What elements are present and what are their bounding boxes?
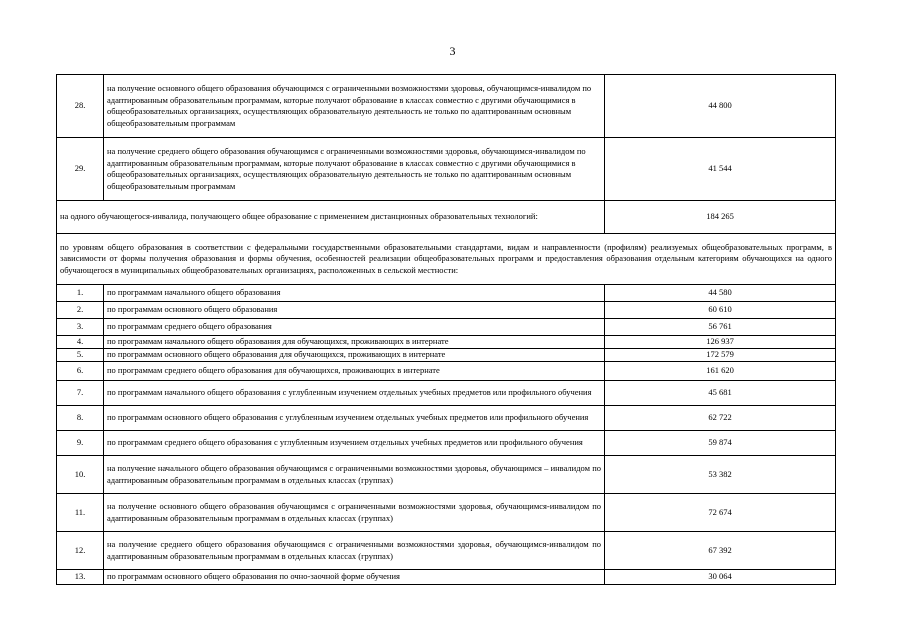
row-value: 41 544: [605, 138, 836, 201]
row-number: 3.: [57, 319, 104, 336]
row-number: 4.: [57, 336, 104, 349]
row-description: на получение основного общего образования обучающимся с ограниченными возможностями здоровья, обучающимся-инвалидом по адаптированным образовательным программам, которые получают образование в классах совместно с другими обучающимися в общеобразовательных организациях, осуществляющих образовательную деятельность не только по адаптированным основным общеобразовательным программам: [104, 75, 605, 138]
row-description: на одного обучающегося-инвалида, получающего общее образование с применением дистанционных образовательных технологий:: [57, 201, 605, 234]
table-row: [57, 456, 836, 494]
row-number: 11.: [57, 494, 104, 532]
table-row: [57, 431, 836, 456]
row-value: 44 580: [605, 285, 836, 302]
row-value: 30 064: [605, 570, 836, 585]
row-number: 2.: [57, 302, 104, 319]
table-row: [57, 302, 836, 319]
row-description: по программам основного общего образования по очно-заочной форме обучения: [104, 570, 605, 585]
table-row: [57, 494, 836, 532]
row-description: по программам основного общего образования для обучающихся, проживающих в интернате: [104, 349, 605, 362]
row-value: 172 579: [605, 349, 836, 362]
table-row-subtotal: [57, 201, 836, 234]
table-row: [57, 570, 836, 585]
row-number: 5.: [57, 349, 104, 362]
row-number: 7.: [57, 381, 104, 406]
row-value: 126 937: [605, 336, 836, 349]
row-value: 45 681: [605, 381, 836, 406]
row-value: 184 265: [605, 201, 836, 234]
row-value: 53 382: [605, 456, 836, 494]
row-number: 29.: [57, 138, 104, 201]
row-value: 59 874: [605, 431, 836, 456]
table-row: [57, 285, 836, 302]
row-description: по программам среднего общего образования с углубленным изучением отдельных учебных предметов или профильного обучения: [104, 431, 605, 456]
table-row: [57, 381, 836, 406]
row-number: 12.: [57, 532, 104, 570]
table-row: [57, 75, 836, 138]
row-number: 9.: [57, 431, 104, 456]
row-description: по программам начального общего образования с углубленным изучением отдельных учебных предметов или профильного обучения: [104, 381, 605, 406]
row-value: 62 722: [605, 406, 836, 431]
row-value: 72 674: [605, 494, 836, 532]
table-row: [57, 406, 836, 431]
table-row: [57, 362, 836, 381]
row-number: 6.: [57, 362, 104, 381]
row-description: на получение среднего общего образования обучающимся с ограниченными возможностями здоровья, обучающимся-инвалидом по адаптированным образовательным программам в отдельных классах (группах): [104, 532, 605, 570]
row-description: по программам основного общего образования: [104, 302, 605, 319]
row-number: 28.: [57, 75, 104, 138]
table-row: [57, 319, 836, 336]
row-description: по программам среднего общего образования: [104, 319, 605, 336]
row-value: 44 800: [605, 75, 836, 138]
table-row: [57, 138, 836, 201]
row-description: на получение среднего общего образования обучающимся с ограниченными возможностями здоровья, обучающимся-инвалидом по адаптированным образовательным программам, которые получают образование в классах совместно с другими обучающимися в общеобразовательных организациях, осуществляющих образовательную деятельность не только по адаптированным основным общеобразовательным программам: [104, 138, 605, 201]
row-value: 56 761: [605, 319, 836, 336]
table-row: [57, 336, 836, 349]
row-number: 8.: [57, 406, 104, 431]
row-description: по программам среднего общего образования для обучающихся, проживающих в интернате: [104, 362, 605, 381]
row-number: 1.: [57, 285, 104, 302]
row-number: 13.: [57, 570, 104, 585]
section-header-row: [57, 234, 836, 285]
table-row: [57, 532, 836, 570]
row-description: по программам начального общего образования: [104, 285, 605, 302]
row-value: 60 610: [605, 302, 836, 319]
row-number: 10.: [57, 456, 104, 494]
row-description: на получение основного общего образования обучающимся с ограниченными возможностями здоровья, обучающимся-инвалидом по адаптированным образовательным программам в отдельных классах (группах): [104, 494, 605, 532]
row-value: 161 620: [605, 362, 836, 381]
norms-table: [56, 74, 836, 585]
row-description: по программам начального общего образования для обучающихся, проживающих в интернате: [104, 336, 605, 349]
section-description: по уровням общего образования в соответствии с федеральными государственными образовательными стандартами, видам и направленности (профилям) реализуемых общеобразовательных программ, в зависимости от формы получения образования и формы обучения, особенностей реализации общеобразовательных программ и предоставления образования отдельным категориям обучающихся на одного обучающегося в муниципальных общеобразовательных организациях, расположенных в сельской местности:: [57, 234, 836, 285]
row-value: 67 392: [605, 532, 836, 570]
row-description: на получение начального общего образования обучающимся с ограниченными возможностями здоровья, обучающимся – инвалидом по адаптированным образовательным программам в отдельных классах (группах): [104, 456, 605, 494]
page-number: 3: [449, 44, 456, 58]
row-description: по программам основного общего образования с углубленным изучением отдельных учебных предметов или профильного обучения: [104, 406, 605, 431]
table-row: [57, 349, 836, 362]
